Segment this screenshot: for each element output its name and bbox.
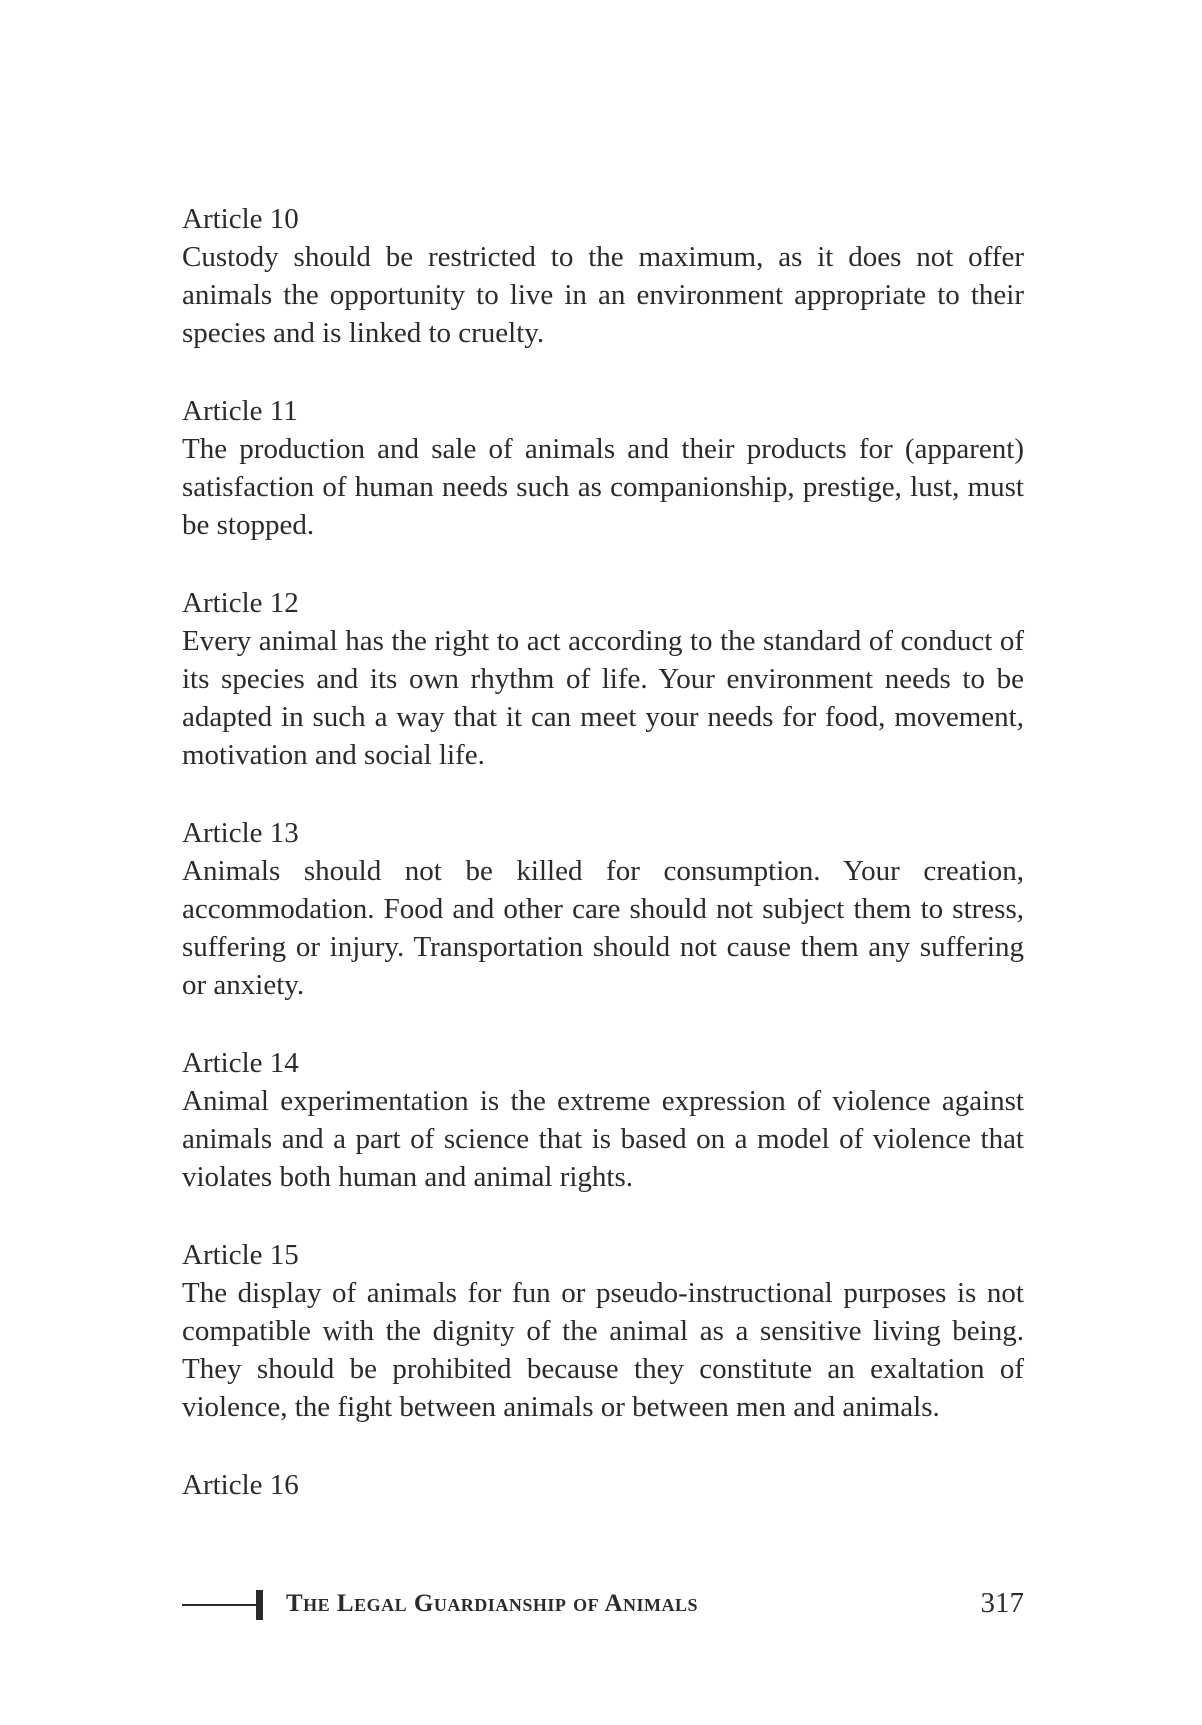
- page-footer: [182, 1586, 1024, 1626]
- article-heading: Article 14: [182, 1047, 299, 1079]
- article-body: Animal experimentation is the extreme expression of violence against animals and a part of science that is based on a model of violence that violates both human and animal rights.: [182, 1085, 1024, 1193]
- article-heading: Article 10: [182, 203, 299, 235]
- page-number: 317: [980, 1587, 1024, 1619]
- article-11: [182, 392, 1024, 544]
- article-body: The display of animals for fun or pseudo-instructional purposes is not compatible with the dignity of the animal as a sensitive living being. They should be prohibited because they constitute an exaltation of violence, the fight between animals or between men and animals.: [182, 1277, 1024, 1423]
- article-body: The production and sale of animals and their products for (apparent) satisfaction of human needs such as companionship, prestige, lust, must be stopped.: [182, 433, 1024, 541]
- article-heading: Article 15: [182, 1239, 299, 1271]
- article-13: [182, 814, 1024, 1004]
- article-14: [182, 1044, 1024, 1196]
- running-title: The Legal Guardianship of Animals: [286, 1590, 699, 1617]
- article-15: [182, 1236, 1024, 1426]
- footer-rule: [182, 1604, 256, 1606]
- article-16: [182, 1466, 1024, 1504]
- article-12: [182, 584, 1024, 774]
- footer-bar: [256, 1590, 263, 1620]
- article-body: Every animal has the right to act according to the standard of conduct of its species and its own rhythm of life. Your environment needs to be adapted in such a way that it can meet your needs for food, movement, motivation and social life.: [182, 625, 1024, 771]
- page-content: [182, 200, 1024, 1544]
- article-body: Animals should not be killed for consumption. Your creation, accommodation. Food and other care should not subject them to stress, suffering or injury. Transportation should not cause them any suffering or anxiety.: [182, 855, 1024, 1001]
- article-heading: Article 11: [182, 395, 298, 427]
- article-heading: Article 12: [182, 587, 299, 619]
- article-heading: Article 16: [182, 1469, 299, 1501]
- article-body: Custody should be restricted to the maximum, as it does not offer animals the opportunity to live in an environment appropriate to their species and is linked to cruelty.: [182, 241, 1024, 349]
- article-heading: Article 13: [182, 817, 299, 849]
- article-10: [182, 200, 1024, 352]
